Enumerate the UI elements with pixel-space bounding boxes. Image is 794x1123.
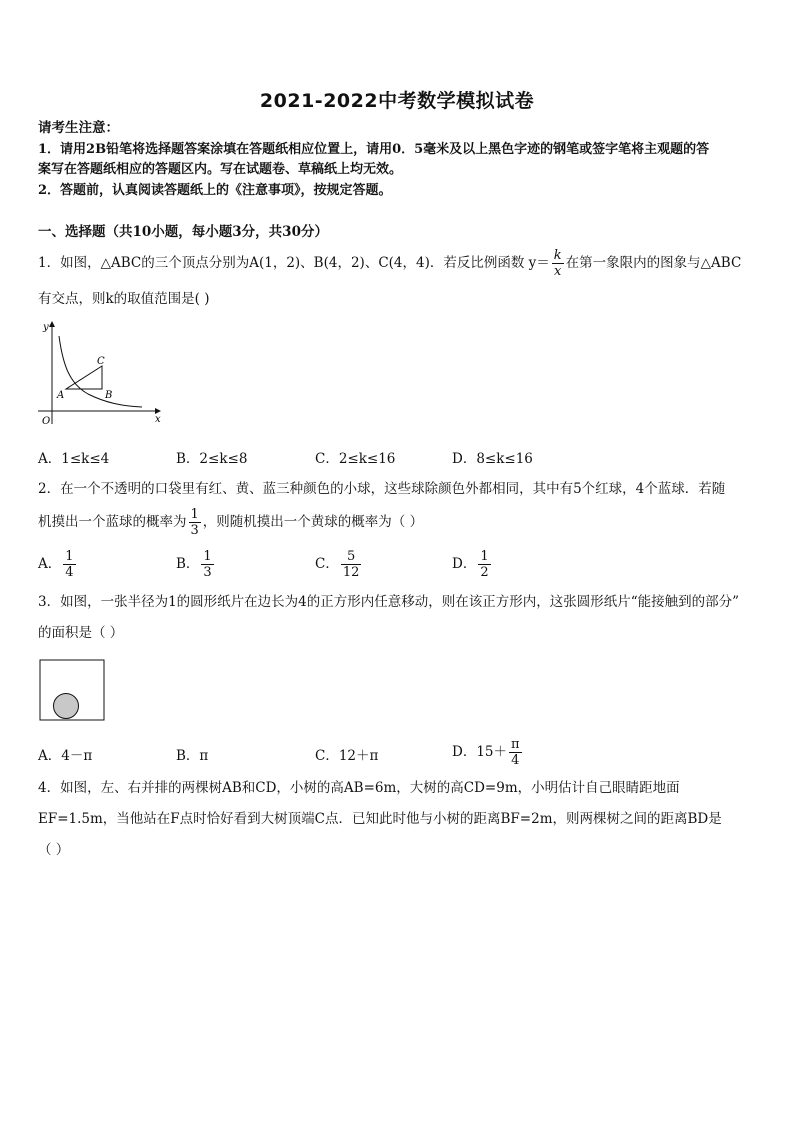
point-a-label: A bbox=[57, 390, 65, 401]
circle-shape bbox=[54, 694, 79, 719]
notice-line-2: 案写在答题纸相应的答题区内。写在试题卷、草稿纸上均无效。 bbox=[38, 162, 403, 177]
q1-line-1: 1．如图，△ABC的三个顶点分别为A(1，2)、B(4，2)、C(4，4)．若反比例函数 y＝ $\frac{k}{x}$ 在第一象限内的图象与△ABC bbox=[38, 248, 742, 279]
page-title: 2021-2022中考数学模拟试卷 bbox=[259, 90, 535, 112]
q3-option-c[interactable]: C．12＋π bbox=[315, 748, 379, 764]
notice-heading: 请考生注意： bbox=[38, 120, 119, 136]
q4-line-2: EF=1.5m，当他站在F点时恰好看到大树顶端C点．已知此时他与小树的距离BF=2m，则两棵树之间的距离BD是 bbox=[38, 811, 722, 827]
notice-line-1: 1．请用2B铅笔将选择题答案涂填在答题纸相应位置上，请用0．5毫米及以上黑色字迹的钢笔或签字笔将主观题的答 bbox=[38, 142, 710, 157]
q3-line-1: 3．如图，一张半径为1的圆形纸片在边长为4的正方形内任意移动，则在该正方形内，这张圆形纸片“能接触到的部分” bbox=[38, 594, 740, 610]
section-heading: 一、选择题（共10小题，每小题3分，共30分） bbox=[38, 224, 328, 240]
notice-line-3: 2．答题前，认真阅读答题纸上的《注意事项》，按规定答题。 bbox=[38, 183, 392, 198]
q2-option-d[interactable]: D． $\frac{1}{2}$ bbox=[452, 549, 489, 580]
q2-fraction-one-third: $\frac{1}{3}$ bbox=[190, 507, 199, 538]
q3-line-2: 的面积是（ ） bbox=[38, 625, 124, 641]
q2-line-1: 2．在一个不透明的口袋里有红、黄、蓝三种颜色的小球，这些球除颜色外都相同，其中有5个红球，4个蓝球．若随 bbox=[38, 481, 726, 497]
q2-line-2: 机摸出一个蓝球的概率为 $\frac{1}{3}$ ，则随机摸出一个黄球的概率为（ ） bbox=[38, 507, 424, 538]
x-axis-label: x bbox=[155, 414, 161, 425]
q1-option-a[interactable]: A．1≤k≤4 bbox=[38, 451, 110, 467]
q2-option-c[interactable]: C． $\frac{5}{12}$ bbox=[315, 549, 360, 580]
hyperbola-curve bbox=[59, 336, 142, 407]
point-b-label: B bbox=[105, 390, 113, 401]
q1-fraction-k-over-x: $\frac{k}{x}$ bbox=[553, 248, 562, 279]
y-axis-label: y bbox=[43, 322, 49, 333]
point-c-label: C bbox=[97, 356, 105, 367]
q4-line-3: （ ） bbox=[38, 842, 70, 858]
q3-figure bbox=[38, 658, 108, 724]
origin-label: O bbox=[42, 416, 51, 427]
q3-option-a[interactable]: A．4－π bbox=[38, 748, 93, 764]
q1-option-d[interactable]: D．8≤k≤16 bbox=[452, 451, 533, 467]
q4-line-1: 4．如图，左、右并排的两棵树AB和CD，小树的高AB=6m，大树的高CD=9m，小明估计自己眼睛距地面 bbox=[38, 780, 680, 796]
q1-option-b[interactable]: B．2≤k≤8 bbox=[176, 451, 248, 467]
q1-figure bbox=[30, 316, 170, 428]
q3-option-b[interactable]: B．π bbox=[176, 748, 209, 764]
q2-option-b[interactable]: B． $\frac{1}{3}$ bbox=[176, 549, 212, 580]
q3-option-d[interactable]: D．15＋ $\frac{\pi}{4}$ bbox=[452, 737, 520, 768]
q2-option-a[interactable]: A． $\frac{1}{4}$ bbox=[38, 549, 74, 580]
q1-line-2: 有交点，则k的取值范围是( ) bbox=[38, 291, 210, 307]
q1-option-c[interactable]: C．2≤k≤16 bbox=[315, 451, 396, 467]
